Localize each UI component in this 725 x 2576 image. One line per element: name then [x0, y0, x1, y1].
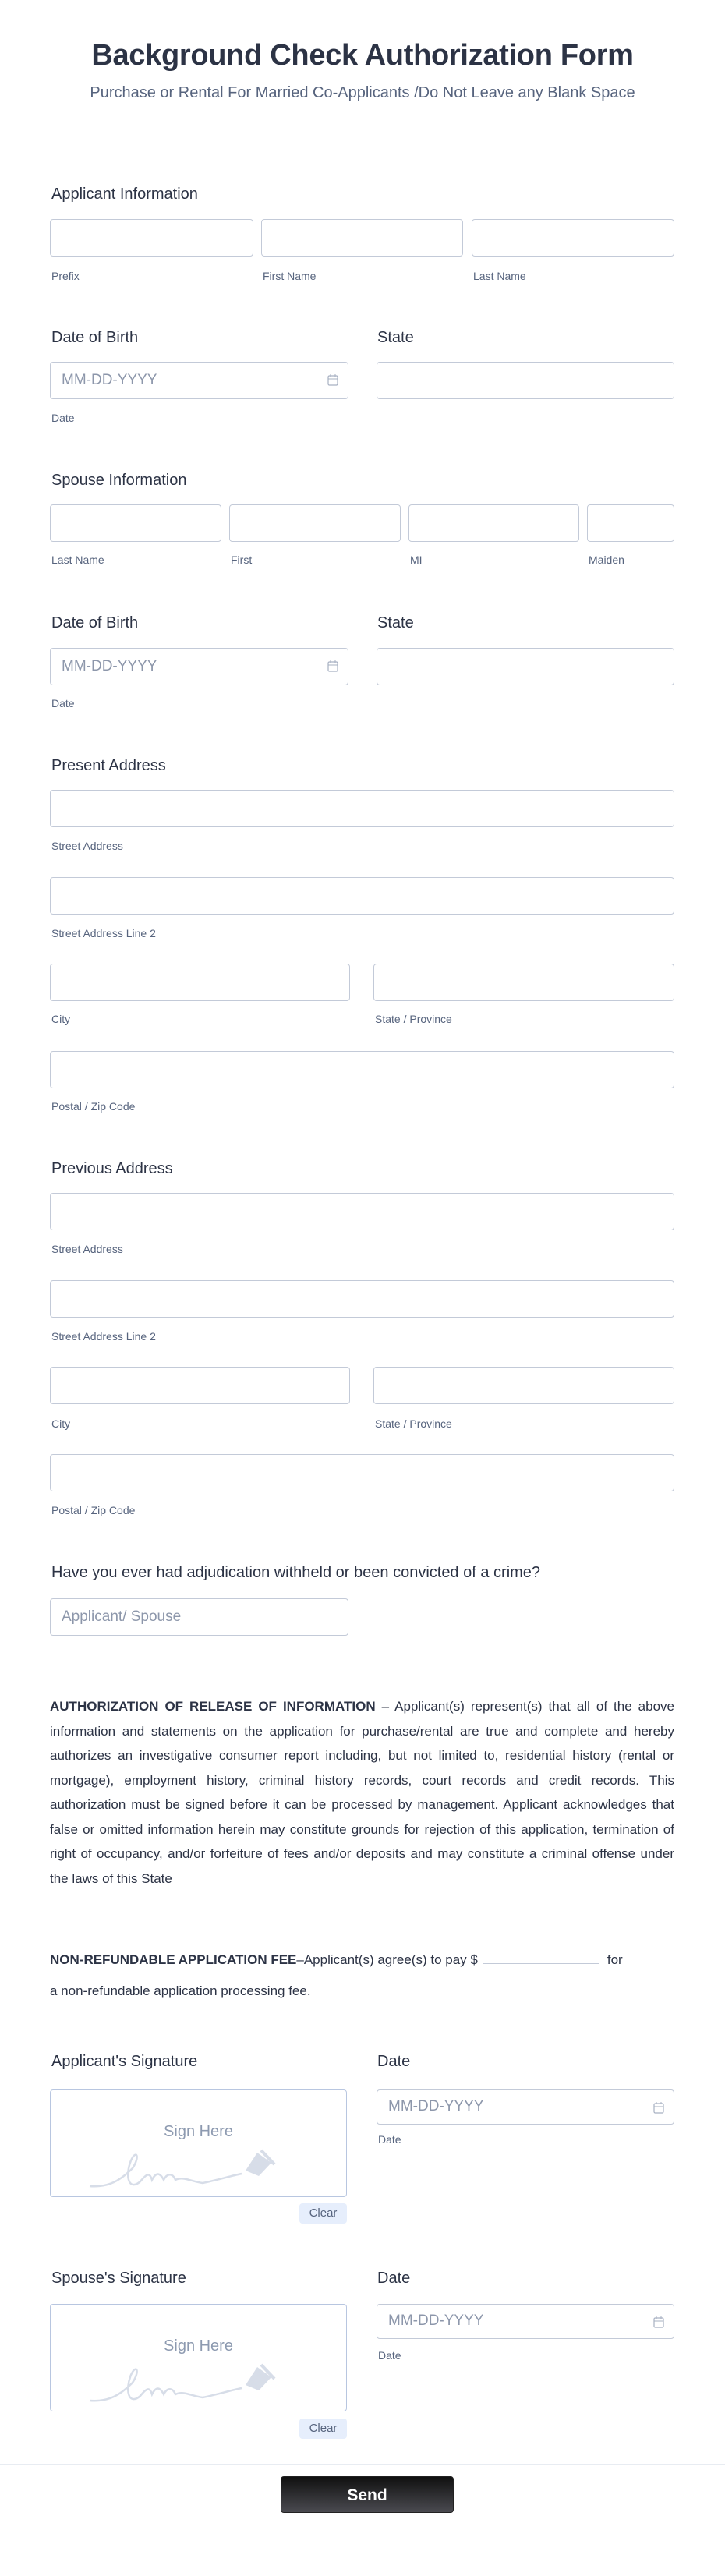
- calendar-icon[interactable]: [327, 660, 338, 672]
- prefix-input[interactable]: [50, 219, 253, 257]
- previous-street-input[interactable]: [50, 1193, 674, 1230]
- spouse-clear-button[interactable]: Clear: [299, 2419, 347, 2439]
- present-zip-input[interactable]: [50, 1051, 674, 1088]
- spouse-date-sublabel: Date: [378, 2349, 401, 2362]
- crime-answer-placeholder: Applicant/ Spouse: [62, 1608, 182, 1625]
- previous-address-heading: Previous Address: [51, 1160, 173, 1177]
- form-title: Background Check Authorization Form: [91, 39, 634, 72]
- spouse-state-input[interactable]: [377, 648, 674, 685]
- previous-street2-input[interactable]: [50, 1280, 674, 1318]
- spouse-dob-input[interactable]: [50, 648, 348, 685]
- applicant-signature-pad[interactable]: [50, 2089, 347, 2197]
- spouse-last-name-input[interactable]: [50, 504, 221, 542]
- last-name-input[interactable]: [472, 219, 674, 257]
- spouse-maiden-label: Maiden: [589, 554, 624, 566]
- present-state-label: State / Province: [375, 1013, 452, 1025]
- spouse-dob-heading: Date of Birth: [51, 614, 139, 632]
- first-name-label: First Name: [263, 270, 317, 282]
- applicant-date-placeholder: MM-DD-YYYY: [388, 2098, 484, 2114]
- prefix-label: Prefix: [51, 270, 80, 282]
- spouse-dob-sublabel: Date: [51, 697, 75, 709]
- present-street-label: Street Address: [51, 840, 123, 852]
- send-button[interactable]: Send: [281, 2476, 454, 2513]
- first-name-input[interactable]: [261, 219, 463, 257]
- spouse-mi-input[interactable]: [408, 504, 579, 542]
- dob-input[interactable]: [50, 362, 348, 399]
- previous-state-label: State / Province: [375, 1417, 452, 1430]
- state-input[interactable]: [377, 362, 674, 399]
- dob-heading: Date of Birth: [51, 329, 139, 346]
- form-subtitle: Purchase or Rental For Married Co-Applicants /Do Not Leave any Blank Space: [90, 84, 635, 101]
- spouse-heading: Spouse Information: [51, 472, 187, 489]
- dob-sublabel: Date: [51, 412, 75, 424]
- crime-answer-input[interactable]: [50, 1598, 348, 1636]
- previous-city-label: City: [51, 1417, 71, 1430]
- fee-text: [50, 1944, 674, 2007]
- fee-text-3: a non-refundable application processing fee.: [50, 1983, 311, 1998]
- spouse-last-name-label: Last Name: [51, 554, 104, 566]
- dob-placeholder: MM-DD-YYYY: [62, 372, 157, 388]
- applicant-clear-button[interactable]: Clear: [299, 2203, 347, 2224]
- applicant-signature-heading: Applicant's Signature: [51, 2053, 198, 2070]
- present-zip-label: Postal / Zip Code: [51, 1100, 136, 1113]
- present-state-input[interactable]: [373, 964, 674, 1001]
- previous-state-input[interactable]: [373, 1367, 674, 1404]
- applicant-date-sublabel: Date: [378, 2133, 401, 2146]
- crime-question: Have you ever had adjudication withheld or been convicted of a crime?: [51, 1564, 541, 1581]
- authorization-text: [50, 1694, 674, 1891]
- spouse-dob-placeholder: MM-DD-YYYY: [62, 658, 157, 674]
- spouse-first-label: First: [231, 554, 253, 566]
- previous-city-input[interactable]: [50, 1367, 350, 1404]
- previous-zip-input[interactable]: [50, 1454, 674, 1491]
- spouse-date-placeholder: MM-DD-YYYY: [388, 2312, 484, 2329]
- signature-pen-icon: [86, 2348, 312, 2410]
- applicant-date-heading: Date: [377, 2053, 411, 2070]
- spouse-signature-pad[interactable]: [50, 2304, 347, 2411]
- authorization-title: AUTHORIZATION OF RELEASE OF INFORMATION: [50, 1699, 376, 1714]
- present-street2-input[interactable]: [50, 877, 674, 915]
- applicant-heading: Applicant Information: [51, 186, 198, 203]
- fee-amount-input[interactable]: [483, 1949, 599, 1964]
- spouse-first-input[interactable]: [229, 504, 401, 542]
- spouse-mi-label: MI: [410, 554, 423, 566]
- signature-pen-icon: [86, 2133, 312, 2196]
- previous-street-label: Street Address: [51, 1243, 123, 1255]
- calendar-icon[interactable]: [653, 2316, 664, 2328]
- sign-here-text: Sign Here: [164, 2337, 233, 2355]
- fee-title: NON-REFUNDABLE APPLICATION FEE: [50, 1952, 297, 1967]
- state-heading: State: [377, 329, 414, 346]
- spouse-maiden-input[interactable]: [587, 504, 674, 542]
- present-street-input[interactable]: [50, 790, 674, 827]
- previous-street2-label: Street Address Line 2: [51, 1330, 156, 1343]
- authorization-body: – Applicant(s) represent(s) that all of the above information and statements on the application for purchase/rental are true and complete and hereby authorizes an investigative consumer report including, but not limited to, residential history (rental or mortgage), employment history, criminal history records, court records and credit records. This authorization must be signed before it can be processed by management. Applicant acknowledges that false or omitted information herein may constitute grounds for rejection of this application, termination of right of occupancy, and/or forfeiture of fees and/or deposits and may constitute a criminal offense under the laws of this State: [50, 1699, 674, 1886]
- spouse-date-heading: Date: [377, 2270, 411, 2287]
- spouse-signature-heading: Spouse's Signature: [51, 2270, 186, 2287]
- spouse-state-heading: State: [377, 614, 414, 632]
- spouse-date-input[interactable]: [377, 2304, 674, 2339]
- fee-text-2: for: [607, 1952, 623, 1967]
- present-street2-label: Street Address Line 2: [51, 927, 156, 939]
- last-name-label: Last Name: [473, 270, 526, 282]
- present-city-label: City: [51, 1013, 71, 1025]
- sign-here-text: Sign Here: [164, 2123, 233, 2140]
- applicant-date-input[interactable]: [377, 2089, 674, 2125]
- calendar-icon[interactable]: [653, 2101, 664, 2114]
- present-city-input[interactable]: [50, 964, 350, 1001]
- footer-divider: [0, 2464, 725, 2465]
- calendar-icon[interactable]: [327, 373, 338, 386]
- present-address-heading: Present Address: [51, 757, 166, 774]
- fee-text-1: –Applicant(s) agree(s) to pay $: [296, 1952, 478, 1967]
- previous-zip-label: Postal / Zip Code: [51, 1504, 136, 1516]
